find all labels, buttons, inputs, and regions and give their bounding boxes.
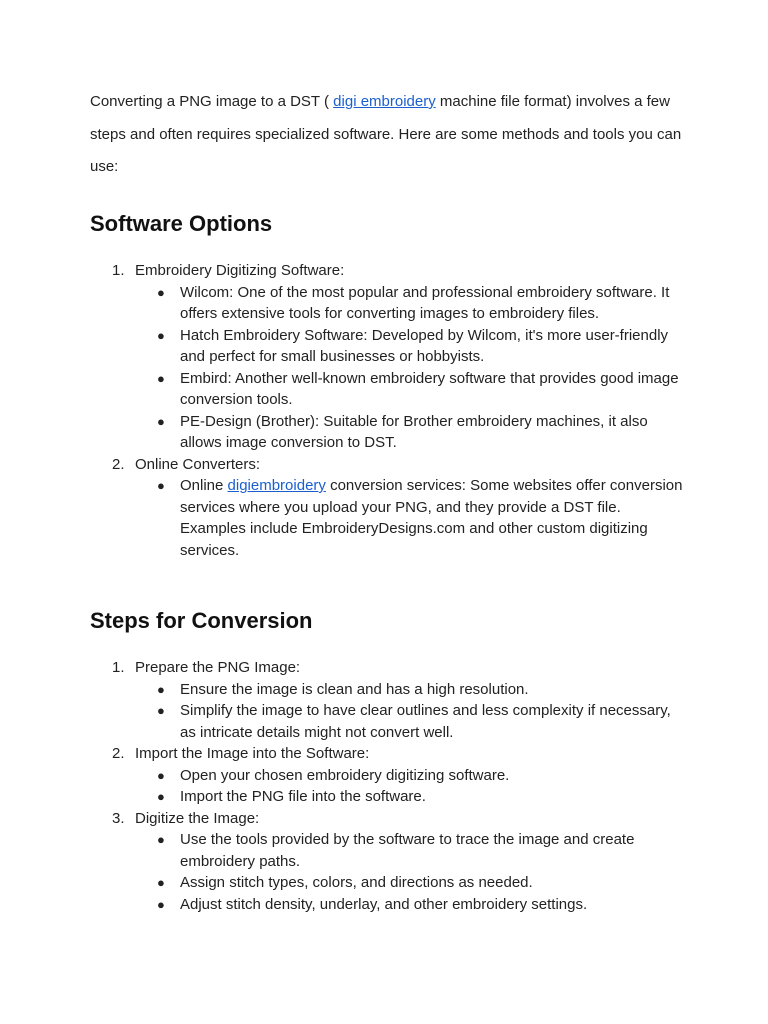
- bullet-text-after: conversion services: Some websites offer conversion services where you upload your PNG, and they provide a DST file. Examples include EmbroideryDesigns.com and other custom digitizing services.: [180, 477, 683, 559]
- list-item-label: Digitize the Image:: [135, 809, 260, 827]
- list-item: [135, 829, 690, 872]
- list-item: [135, 368, 690, 411]
- list-item: [135, 282, 690, 325]
- list-item: [135, 475, 690, 561]
- digiembroidery-link[interactable]: digiembroidery: [227, 477, 326, 494]
- bullet-icon: ●: [157, 832, 165, 847]
- intro-text-before: Converting a PNG image to a DST (: [90, 93, 334, 110]
- bullet-icon: ●: [157, 789, 165, 804]
- bullet-icon: ●: [157, 478, 165, 493]
- list-item: [90, 743, 690, 808]
- list-item: [135, 786, 690, 808]
- software-options-heading: Software Options: [90, 211, 273, 236]
- bullet-icon: ●: [157, 896, 165, 912]
- bullet-text: PE-Design (Brother): Suitable for Brother embroidery machines, it also allows image conversion to DST.: [180, 412, 648, 451]
- list-item: [135, 872, 690, 894]
- bullet-text-before: Online: [180, 477, 228, 494]
- list-item-label: Online Converters:: [135, 455, 261, 473]
- list-item: [90, 454, 690, 562]
- list-number: 1.: [112, 659, 125, 676]
- list-item: [135, 411, 690, 454]
- bullet-icon: ●: [157, 875, 165, 890]
- bullet-text: Wilcom: One of the most popular and professional embroidery software. It offers extensive tools for converting images to embroidery files.: [180, 283, 670, 322]
- bullet-icon: ●: [157, 327, 165, 343]
- list-item: [135, 894, 690, 916]
- list-item: [135, 325, 690, 368]
- bullet-icon: ●: [157, 370, 165, 386]
- bullet-icon: ●: [157, 703, 165, 718]
- list-number: 2.: [112, 455, 125, 473]
- sub-list: [135, 765, 690, 808]
- software-options-list: [90, 260, 690, 561]
- bullet-text: Assign stitch types, colors, and directions as needed.: [180, 874, 533, 891]
- bullet-text: Import the PNG file into the software.: [180, 788, 426, 805]
- bullet-icon: ●: [157, 681, 165, 697]
- list-number: 3.: [112, 809, 125, 827]
- sub-list: [135, 829, 690, 915]
- intro-text-after: machine file format) involves a few steps and often requires specialized software. Here are some methods and tools you can use:: [90, 93, 682, 175]
- bullet-icon: ●: [157, 413, 165, 429]
- list-item: [135, 700, 690, 743]
- bullet-icon: ●: [157, 767, 165, 783]
- list-item: [135, 679, 690, 701]
- bullet-text: Open your chosen embroidery digitizing software.: [180, 766, 510, 784]
- digi-embroidery-link[interactable]: digi embroidery: [333, 93, 436, 110]
- bullet-text: Embird: Another well-known embroidery software that provides good image conversion tools.: [180, 369, 679, 408]
- sub-list: [135, 282, 690, 454]
- bullet-icon: ●: [157, 284, 165, 300]
- bullet-text: Use the tools provided by the software to trace the image and create embroidery paths.: [180, 831, 635, 870]
- bullet-text: Simplify the image to have clear outlines and less complexity if necessary, as intricate details might not convert well.: [180, 702, 671, 741]
- sub-list: [135, 679, 690, 744]
- list-item-label: Prepare the PNG Image:: [135, 659, 301, 676]
- list-number: 1.: [112, 262, 125, 279]
- bullet-text: Adjust stitch density, underlay, and other embroidery settings.: [180, 895, 588, 913]
- bullet-text: Ensure the image is clean and has a high resolution.: [180, 680, 529, 698]
- list-item-label: Embroidery Digitizing Software:: [135, 262, 345, 279]
- list-item: [90, 657, 690, 743]
- bullet-text: Hatch Embroidery Software: Developed by Wilcom, it's more user-friendly and perfect for small businesses or hobbyists.: [180, 326, 669, 365]
- list-item: [90, 260, 690, 454]
- steps-for-conversion-heading: Steps for Conversion: [90, 608, 313, 633]
- list-item: [90, 808, 690, 916]
- sub-list: [135, 475, 690, 561]
- list-item: [135, 765, 690, 787]
- intro-paragraph: [90, 86, 690, 184]
- steps-list: [90, 657, 690, 915]
- list-number: 2.: [112, 745, 125, 762]
- list-item-label: Import the Image into the Software:: [135, 745, 370, 762]
